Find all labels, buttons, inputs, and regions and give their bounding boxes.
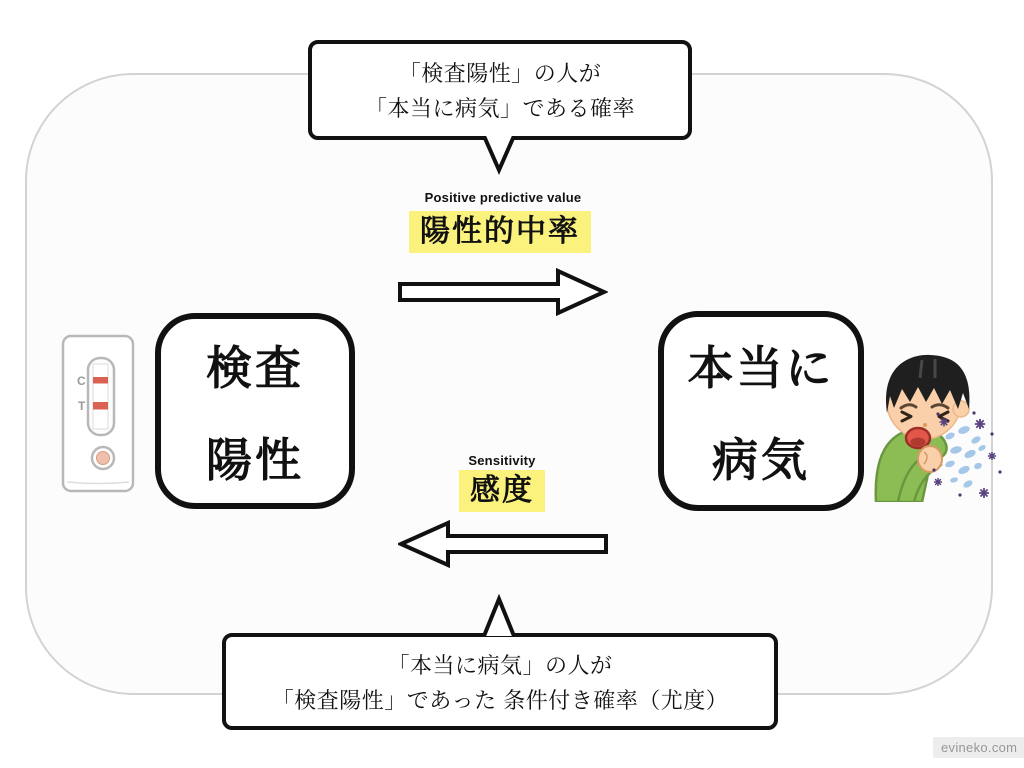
- top-callout-line1: 「検査陽性」の人が: [398, 61, 602, 86]
- node-test-positive: [155, 313, 355, 509]
- node-test-positive-line1: 検査: [206, 342, 304, 394]
- arrow-right-icon: [398, 266, 608, 318]
- node-truly-sick-line2: 病気: [712, 434, 810, 486]
- droplets: [944, 425, 987, 489]
- cassette-label-t: T: [78, 399, 86, 413]
- callout-pointer-up-icon: [481, 594, 517, 636]
- node-test-positive-line2: 陽性: [206, 434, 304, 486]
- ppv-english-label: Positive predictive value: [424, 190, 582, 205]
- bottom-callout-line2: 「検査陽性」であった 条件付き確率（尤度）: [271, 688, 729, 713]
- node-truly-sick: [658, 311, 864, 511]
- bottom-callout-line1: 「本当に病気」の人が: [387, 653, 613, 678]
- sensitivity-term: 感度: [459, 470, 545, 512]
- node-truly-sick-line1: 本当に: [687, 342, 835, 394]
- top-callout-line2: 「本当に病気」である確率: [364, 96, 635, 121]
- bottom-callout: [222, 633, 778, 730]
- callout-pointer-down-icon: [481, 136, 517, 176]
- sick-person-icon: [872, 352, 1017, 502]
- ppv-term: 陽性的中率: [409, 211, 591, 253]
- test-cassette-icon: [60, 333, 140, 495]
- top-callout: [308, 40, 692, 140]
- arrow-left-icon: [398, 518, 608, 570]
- watermark: evineko.com: [933, 737, 1024, 758]
- sensitivity-english-label: Sensitivity: [468, 453, 536, 468]
- cassette-label-c: C: [77, 374, 86, 388]
